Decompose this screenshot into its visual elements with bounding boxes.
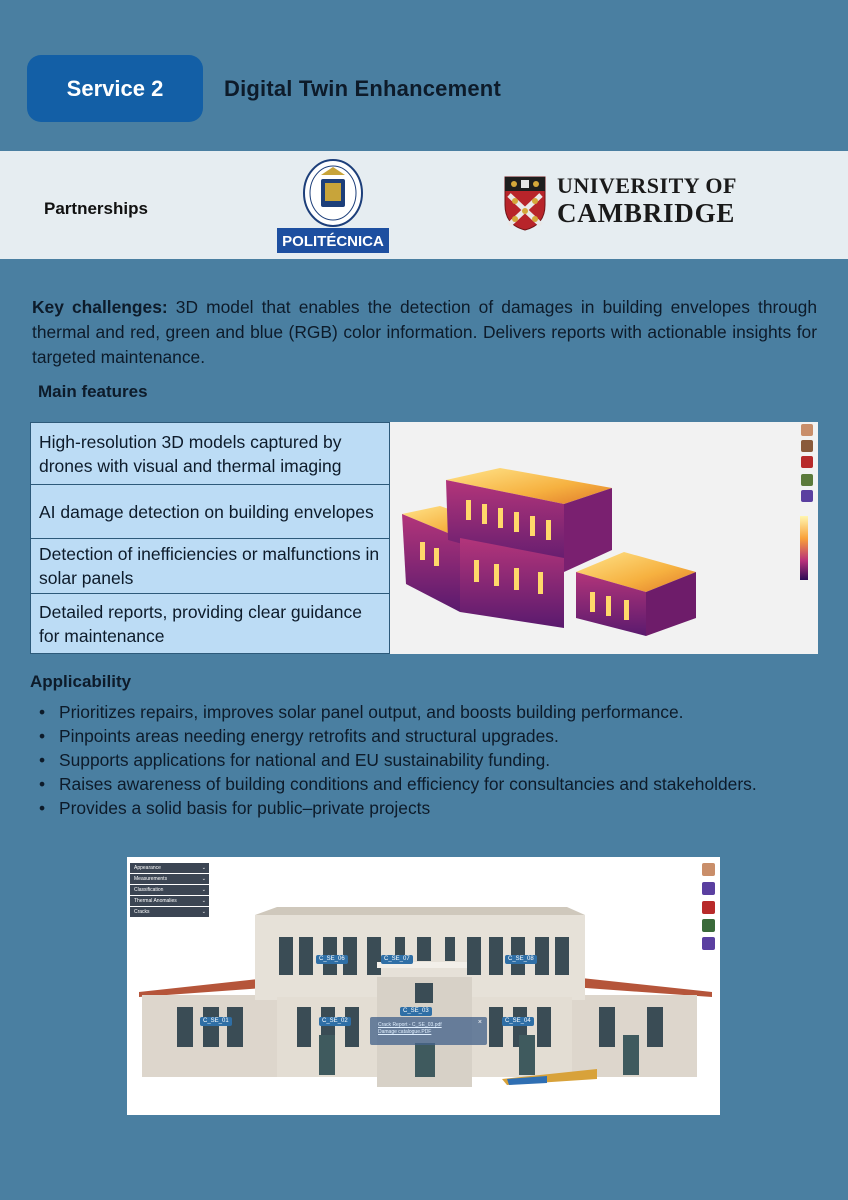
crack-tag[interactable]: C_SE_07 bbox=[381, 955, 413, 964]
list-item: • Raises awareness of building conditions and efficiency for consultancies and stakeholders. bbox=[36, 772, 818, 796]
chevron-down-icon: ⌄ bbox=[201, 876, 206, 882]
damage-catalogue-link[interactable]: Damage catalogue.PDF bbox=[378, 1029, 432, 1035]
crack-tag[interactable]: C_SE_02 bbox=[319, 1017, 351, 1026]
key-challenges-paragraph bbox=[32, 295, 817, 370]
list-item: • Pinpoints areas needing energy retrofits and structural upgrades. bbox=[36, 724, 818, 748]
cambridge-line-1: UNIVERSITY OF bbox=[557, 173, 737, 198]
crack-tag[interactable]: C_SE_03 bbox=[400, 1007, 432, 1016]
crack-tag[interactable]: C_SE_08 bbox=[505, 955, 537, 964]
feature-row: AI damage detection on building envelopes bbox=[31, 485, 389, 539]
service-label: Service 2 bbox=[66, 75, 164, 101]
rgb-viewer-image bbox=[127, 857, 720, 1115]
rgb-building-render bbox=[127, 857, 720, 1115]
menu-item-classification[interactable]: Classification ⌄ bbox=[130, 885, 209, 895]
crack-tag[interactable]: C_SE_04 bbox=[502, 1017, 534, 1026]
menu-item-measurements[interactable]: Measurements ⌄ bbox=[130, 874, 209, 884]
key-challenges-text: 3D model that enables the detection of damages in building envelopes through thermal and red, green and blue (RGB) color information. Delivers reports with actionable insights for targeted maintenance. bbox=[32, 297, 817, 367]
menu-item-appearance[interactable]: Appearance ⌄ bbox=[130, 863, 209, 873]
service-badge bbox=[27, 55, 203, 122]
feature-row: Detailed reports, providing clear guidance for maintenance bbox=[31, 594, 389, 653]
list-item: • Provides a solid basis for public–private projects bbox=[36, 796, 818, 820]
thermal-model-image bbox=[390, 422, 818, 654]
chevron-down-icon: ⌄ bbox=[201, 898, 206, 904]
crack-report-link[interactable]: Crack Report - C_SE_03.pdf bbox=[378, 1022, 442, 1028]
upm-politecnica-logo bbox=[277, 159, 389, 253]
list-item: • Prioritizes repairs, improves solar panel output, and boosts building performance. bbox=[36, 700, 818, 724]
applicability-heading: Applicability bbox=[30, 672, 132, 691]
chevron-down-icon: ⌄ bbox=[201, 865, 206, 871]
crack-tag[interactable]: C_SE_06 bbox=[316, 955, 348, 964]
cambridge-shield-icon bbox=[503, 175, 547, 231]
features-table bbox=[30, 422, 390, 654]
menu-item-thermal-anomalies[interactable]: Thermal Anomalies ⌄ bbox=[130, 896, 209, 906]
menu-item-cracks[interactable]: Cracks ⌄ bbox=[130, 907, 209, 917]
main-features-heading: Main features bbox=[38, 382, 148, 401]
crack-report-popup bbox=[370, 1017, 487, 1045]
close-icon[interactable]: × bbox=[477, 1019, 482, 1026]
cambridge-logo bbox=[503, 175, 753, 231]
upm-logo-text: POLITÉCNICA bbox=[282, 233, 384, 250]
page-title: Digital Twin Enhancement bbox=[224, 76, 501, 101]
viewer-menu bbox=[130, 863, 209, 918]
feature-row: Detection of inefficiencies or malfunctions in solar panels bbox=[31, 539, 389, 594]
list-item: • Supports applications for national and EU sustainability funding. bbox=[36, 748, 818, 772]
key-challenges-label: Key challenges: bbox=[32, 297, 168, 317]
feature-row: High-resolution 3D models captured by drones with visual and thermal imaging bbox=[31, 423, 389, 485]
applicability-list bbox=[36, 700, 818, 820]
crack-tag[interactable]: C_SE_01 bbox=[200, 1017, 232, 1026]
partnerships-band bbox=[0, 151, 848, 259]
cambridge-line-2: CAMBRIDGE bbox=[557, 198, 736, 228]
thermal-building-render bbox=[390, 422, 818, 654]
chevron-down-icon: ⌄ bbox=[201, 909, 206, 915]
partnerships-label: Partnerships bbox=[44, 199, 148, 218]
chevron-down-icon: ⌄ bbox=[201, 887, 206, 893]
